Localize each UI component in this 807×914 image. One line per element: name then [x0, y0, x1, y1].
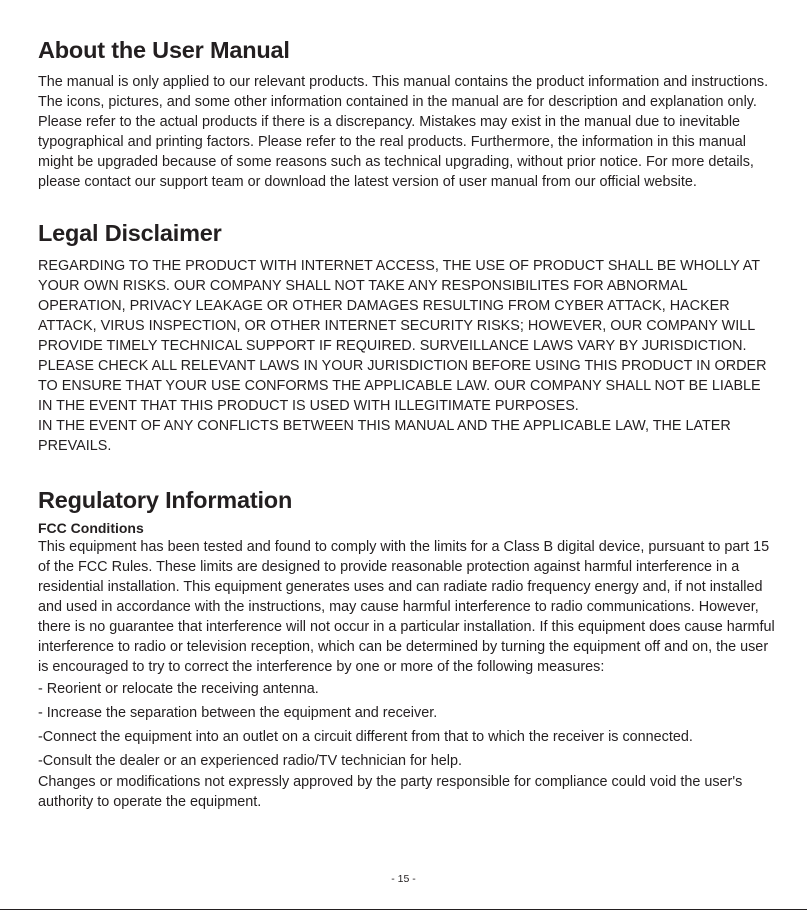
legal-conflict-paragraph: IN THE EVENT OF ANY CONFLICTS BETWEEN THIS MANUAL AND THE APPLICABLE LAW, THE LATER PREVAILS. [38, 418, 731, 454]
legal-body-paragraph: REGARDING TO THE PRODUCT WITH INTERNET ACCESS, THE USE OF PRODUCT SHALL BE WHOLLY AT YOUR OWN RISKS. OUR COMPANY SHALL NOT TAKE ANY RESPONSIBILITES FOR ABNORMAL OPERATION, PRIVACY LEAKAGE OR OTHER DAMAGES RESULTING FROM CYBER ATTACK, HACKER ATTACK, VIRUS INSPECTION, OR OTHER INTERNET SECURITY RISKS; HOWEVER, OUR COMPANY WILL PROVIDE TIMELY TECHNICAL SUPPORT IF REQUIRED. SURVEILLANCE LAWS VARY BY JURISDICTION. PLEASE CHECK ALL RELEVANT LAWS IN YOUR JURISDICTION BEFORE USING THIS PRODUCT IN ORDER TO ENSURE THAT YOUR USE CONFORMS THE APPLICABLE LAW. OUR COMPANY SHALL NOT BE LIABLE IN THE EVENT THAT THIS PRODUCT IS USED WITH ILLEGITIMATE PURPOSES. [38, 258, 767, 414]
legal-heading: Legal Disclaimer [38, 220, 222, 246]
about-user-manual-section [38, 34, 778, 192]
fcc-closing-paragraph: Changes or modifications not expressly approved by the party responsible for compliance could void the user's authority to operate the equipment. [38, 774, 743, 810]
page-number: - 15 - [391, 873, 416, 885]
legal-disclaimer-section [38, 217, 778, 456]
about-heading: About the User Manual [38, 37, 290, 63]
measure-consult: -Consult the dealer or an experienced radio/TV technician for help. [38, 753, 462, 769]
regulatory-information-section [38, 484, 778, 812]
fcc-conditions-subheading: FCC Conditions [38, 520, 144, 536]
measure-reorient: - Reorient or relocate the receiving antenna. [38, 681, 319, 697]
measure-separation: - Increase the separation between the equipment and receiver. [38, 705, 438, 721]
regulatory-heading: Regulatory Information [38, 487, 293, 513]
about-body: The manual is only applied to our relevant products. This manual contains the product information and instructions. The icons, pictures, and some other information contained in the manual are for description and explanation only. Please refer to the actual products if there is a discrepancy. Mistakes may exist in the manual due to inevitable typographical and printing factors. Please refer to the real products. Furthermore, the information in this manual might be upgraded because of some reasons such as technical upgrading, without prior notice. For more details, please contact our support team or download the latest version of user manual from our official website. [38, 74, 769, 190]
bottom-divider [0, 909, 807, 910]
manual-page [38, 34, 778, 812]
measure-outlet: -Connect the equipment into an outlet on a circuit different from that to which the receiver is connected. [38, 729, 693, 745]
fcc-body: This equipment has been tested and found to comply with the limits for a Class B digital device, pursuant to part 15 of the FCC Rules. These limits are designed to provide reasonable protection against harmful interference in a residential installation. This equipment generates uses and can radiate radio frequency energy and, if not installed and used in accordance with the instructions, may cause harmful interference to radio communications. However, there is no guarantee that interference will not occur in a particular installation. If this equipment does cause harmful interference to radio or television reception, which can be determined by turning the equipment off and on, the user is encouraged to try to correct the interference by one or more of the following measures: [38, 539, 775, 675]
